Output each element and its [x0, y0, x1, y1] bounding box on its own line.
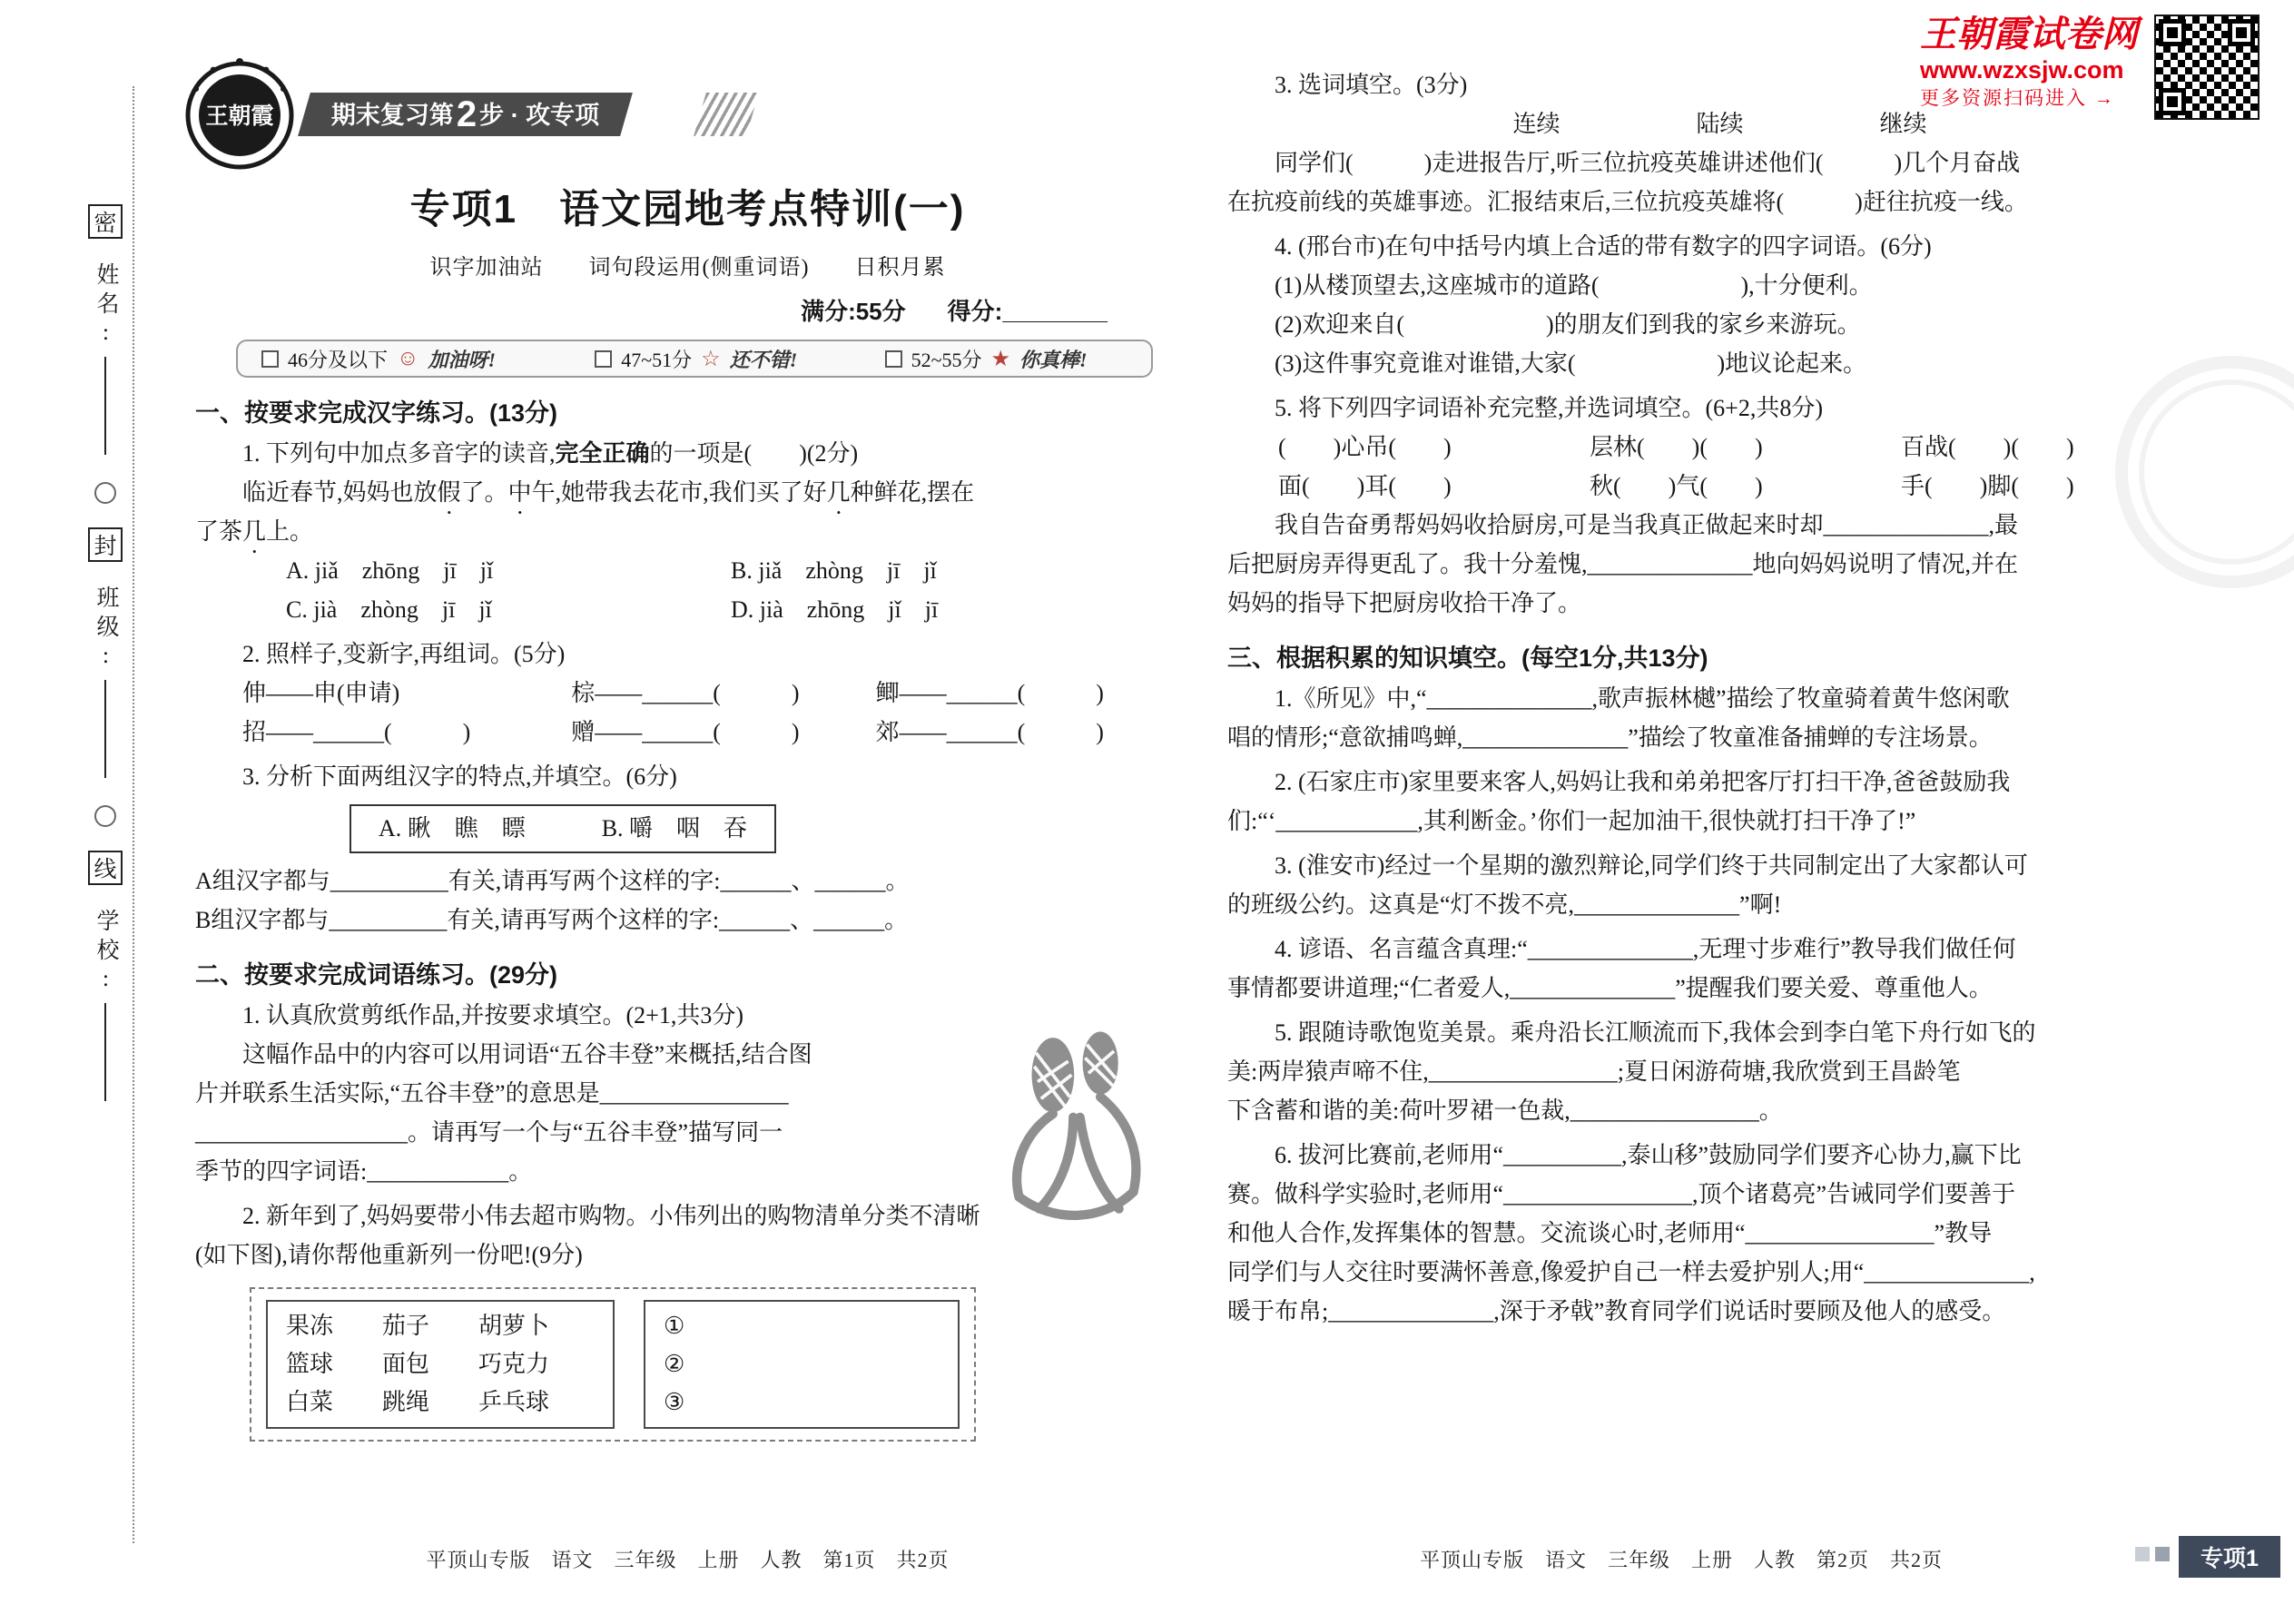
binding-strip: [78, 86, 134, 1543]
qr-finder-icon: [2159, 88, 2186, 115]
paper-header: [195, 73, 1180, 174]
class-writing-line: [104, 680, 106, 778]
q2-item: 郊——______( ): [875, 719, 1104, 745]
q4-item: (2)欢迎来自( )的朋友们到我的家乡来游玩。: [1275, 311, 1861, 338]
banner-step-number: 2: [456, 94, 478, 134]
corner-deco-square: [2135, 1547, 2150, 1561]
option-c: C. jià zhòng jī jǐ: [286, 596, 492, 623]
q4-item: (1)从楼顶望去,这座城市的道路( ),十分便利。: [1275, 272, 1873, 299]
papercut-line: 片并联系生活实际,“五谷丰登”的意思是________________: [195, 1080, 789, 1107]
band-remark: 还不错!: [729, 348, 798, 371]
accumulation-q6-line: 同学们与人交往时要满怀善意,像爱护自己一样去爱护别人;用“______________,: [1227, 1259, 2035, 1285]
brand-text: [1920, 15, 2138, 113]
shopping-list-box: [266, 1300, 615, 1429]
student-class-label: 班级:: [94, 586, 118, 674]
papercut-line: 季节的四字词语:____________。: [195, 1158, 533, 1185]
q3-group-b: B. 嚼 咽 吞: [601, 815, 748, 842]
q1-options-row-1: [195, 551, 1180, 590]
q1-stem-pre: 1. 下列句中加点多音字的读音,: [242, 440, 556, 467]
unit-banner: [298, 93, 633, 136]
q5-idiom-stem: 5. 将下列四字词语补充完整,并选词填空。(6+2,共8分): [1275, 395, 1823, 421]
seal-logo-text: 王朝霞: [205, 104, 274, 129]
shopping-answer-box: [644, 1300, 960, 1429]
score-checkbox: [595, 350, 612, 368]
q3-answer-line-a: A组汉字都与__________有关,请再写两个这样的字:______、______。: [195, 868, 910, 894]
q2-row-2: [195, 713, 1180, 752]
option-b: B. jiǎ zhòng jī jǐ: [731, 557, 937, 584]
student-school-field: [89, 909, 122, 1101]
q3-choice-stem: 3. 选词填空。(3分): [1275, 72, 1468, 98]
brand-site-name: 王朝霞试卷网: [1920, 15, 2138, 54]
accumulation-q5-line: 5. 跟随诗歌饱览美景。乘舟沿长江顺流而下,我体会到李白笔下舟行如飞的: [1275, 1019, 2036, 1046]
student-name-label: 姓名:: [94, 262, 118, 351]
word-bank-item: 陆续: [1696, 111, 1744, 137]
accumulation-q6-line: 暖于布帛;______________,深于矛戟”教育同学们说话时要顾及他人的感受。: [1227, 1298, 2006, 1324]
passage-text: 午,她带我去花市,我们买了好: [531, 479, 827, 506]
student-school-label: 学校:: [94, 909, 118, 998]
word-bank-item: 继续: [1879, 111, 1927, 137]
footer-page-1: 平顶山专版 语文 三年级 上册 人教 第1页 共2页: [426, 1549, 950, 1571]
shopping-item: 果冻: [286, 1313, 334, 1339]
q5-passage-line: 后把厨房弄得更乱了。我十分羞愧,______________地向妈妈说明了情况,并在: [1227, 551, 2019, 577]
band-range-label: 47~51分: [621, 348, 693, 371]
accumulation-q6-line: 赛。做科学实验时,老师用“________________,顶个诸葛亮”告诫同学们要善于: [1227, 1181, 2016, 1207]
answer-slot: ③: [664, 1389, 685, 1415]
dotted-char: 几: [826, 479, 851, 506]
q3-answer-line-b: B组汉字都与__________有关,请再写两个这样的字:______、______。: [195, 907, 909, 933]
band-range-label: 52~55分: [911, 348, 982, 371]
idiom-blank: 层林( )( ): [1590, 434, 1763, 460]
full-score-label: 满分:55分: [801, 298, 906, 325]
q2-row-1: [195, 674, 1180, 713]
accumulation-q3-line: 3. (淮安市)经过一个星期的激烈辩论,同学们终于共同制定出了大家都认可: [1275, 852, 2028, 879]
banner-post-text: 步 · 攻专项: [479, 102, 600, 129]
q2-stem: 2. 照样子,变新字,再组词。(5分): [242, 641, 566, 667]
papercut-question: [195, 1035, 1180, 1191]
name-writing-line: [104, 357, 106, 455]
qr-code-icon: [2154, 15, 2260, 120]
q5-idiom-row-2: [1227, 467, 2212, 506]
accumulation-q6-line: 6. 拔河比赛前,老师用“__________,泰山移”鼓励同学们要齐心协力,赢下比: [1275, 1142, 2022, 1168]
accumulation-q5-line: 美:两岸猿声啼不住,________________;夏日闲游荷塘,我欣赏到王昌龄笔: [1227, 1058, 1961, 1085]
q2-item: 鲫——______( ): [875, 680, 1104, 706]
passage-text: 临近春节,妈妈也放: [242, 479, 438, 506]
dotted-char: 假: [437, 479, 461, 506]
shopping-item: 白菜: [286, 1389, 334, 1415]
school-writing-line: [104, 1003, 106, 1101]
section-1-heading: 一、按要求完成汉字练习。(13分): [195, 399, 558, 427]
student-name-field: [89, 262, 122, 455]
shopping-row: [286, 1383, 595, 1422]
accumulation-q3-line: 的班级公约。这真是“灯不拨不亮,______________”啊!: [1227, 891, 1782, 918]
dotted-char: 几: [242, 518, 267, 545]
q3-character-box: [350, 804, 776, 853]
option-d: D. jià zhōng jǐ jī: [731, 596, 939, 623]
star-icon: ★: [990, 347, 1011, 371]
smiley-icon: ☺: [397, 346, 419, 370]
star-outline-icon: ☆: [701, 347, 721, 371]
qr-finder-icon: [2228, 19, 2255, 46]
q3-stem: 3. 分析下面两组汉字的特点,并填空。(6分): [242, 763, 677, 790]
q5-passage-line: 妈妈的指导下把厨房收拾干净了。: [1227, 590, 1582, 616]
brand-scan-hint: 更多资源扫码进入 →: [1920, 88, 2115, 109]
page-title: 专项1 语文园地考点特训(一): [409, 187, 966, 231]
idiom-blank: 百战( )( ): [1901, 434, 2074, 460]
shopping-item: 跳绳: [382, 1389, 430, 1415]
q2-item: 棕——______( ): [571, 680, 800, 706]
seal-char-box: [88, 851, 123, 885]
q4-number-idiom-stem: 4. (邢台市)在句中括号内填上合适的带有数字的四字词语。(6分): [1275, 233, 1932, 260]
passage-text: 了茶: [195, 518, 243, 545]
q4-item: (3)这件事究竟谁对谁错,大家( )地议论起来。: [1275, 350, 1867, 377]
seal-char-box: [88, 527, 123, 562]
page-subtitle: 识字加油站 词句段运用(侧重词语) 日积月累: [429, 256, 946, 280]
word-bank-item: 连续: [1512, 111, 1561, 137]
dotted-char: 中: [507, 479, 532, 506]
shopping-row: [286, 1345, 595, 1383]
seal-char: 密: [94, 212, 117, 236]
score-checkbox: [885, 350, 902, 368]
shopping-stem-line-2: (如下图),请你帮他重新列一份吧!(9分): [195, 1242, 583, 1268]
shopping-item: 篮球: [286, 1351, 334, 1377]
brand-site-url: www.wzxsjw.com: [1920, 56, 2124, 84]
q5-passage-line: 我自告奋勇帮妈妈收拾厨房,可是当我真正做起来时却______________,最: [1275, 512, 2019, 538]
shopping-item: 胡萝卜: [478, 1313, 550, 1339]
shopping-item: 巧克力: [478, 1351, 550, 1377]
answer-slot: ②: [664, 1351, 685, 1377]
score-band: [861, 345, 1151, 373]
score-band: [571, 345, 861, 373]
accumulation-q2-line: 2. (石家庄市)家里要来客人,妈妈让我和弟弟把客厅打扫干净,爸爸鼓励我: [1275, 769, 2011, 795]
student-class-field: [89, 586, 122, 778]
banner-stripes: [694, 93, 759, 136]
passage-text: 上。: [266, 518, 314, 545]
got-score-label: 得分:________: [947, 298, 1108, 325]
accumulation-q4-line: 事情都要讲道理;“仁者爱人,______________”提醒我们要关爱、尊重他人。: [1227, 975, 1993, 1001]
passage-text: 了。: [460, 479, 508, 506]
corner-deco-square: [2155, 1547, 2170, 1561]
accumulation-q2-line: 们:“‘____________,其利断金。’你们一起加油干,很快就打扫干净了!”: [1227, 808, 1916, 834]
papercut-line: 这幅作品中的内容可以用词语“五谷丰登”来概括,结合图: [242, 1041, 812, 1068]
unit-banner-text: [331, 93, 599, 137]
q2-item: 伸——申(申请): [242, 680, 400, 706]
shopping-item: 乒乓球: [478, 1389, 550, 1415]
q3-group-a: A. 瞅 瞧 瞟: [378, 815, 526, 842]
band-remark: 加油呀!: [428, 348, 497, 371]
brand-block: [1920, 15, 2260, 120]
q3-choice-line: 同学们( )走进报告厅,听三位抗疫英雄讲述他们( )几个月奋战: [1275, 150, 2021, 176]
shopping-item: 茄子: [382, 1313, 430, 1339]
accumulation-q1-line: 唱的情形;“意欲捕鸣蝉,______________”描绘了牧童准备捕蝉的专注场景。: [1227, 724, 1993, 751]
seal-char: 封: [94, 535, 117, 559]
idiom-blank: 手( )脚( ): [1901, 473, 2074, 499]
ornament-ring-icon: [94, 805, 116, 827]
accumulation-q1-line: 1.《所见》中,“______________,歌声振林樾”描绘了牧童骑着黄牛悠闲歌: [1275, 685, 2010, 712]
idiom-blank: ( )心吊( ): [1278, 434, 1452, 460]
answer-slot: ①: [664, 1313, 685, 1339]
footer-page-2: 平顶山专版 语文 三年级 上册 人教 第2页 共2页: [1419, 1549, 1943, 1571]
seal-char: 线: [94, 858, 117, 882]
q1-stem-post: 的一项是( )(2分): [649, 440, 859, 467]
option-a: A. jiǎ zhōng jī jǐ: [286, 557, 494, 584]
section-2-heading: 二、按要求完成词语练习。(29分): [195, 961, 558, 989]
qr-finder-icon: [2159, 19, 2186, 46]
shopping-row: [286, 1307, 595, 1345]
q2-item: 招——______( ): [242, 719, 471, 745]
q2-item: 赠——______( ): [571, 719, 800, 745]
papercut-line: __________________。请再写一个与“五谷丰登”描写同一: [195, 1119, 783, 1146]
section-3-heading: 三、根据积累的知识填空。(每空1分,共13分): [1227, 645, 1708, 672]
passage-text: 种鲜花,摆在: [850, 479, 975, 506]
banner-pre-text: 期末复习第: [330, 102, 454, 129]
accumulation-q5-line: 下含蓄和谐的美:荷叶罗裙一色裁,________________。: [1227, 1097, 1783, 1124]
q1-options-row-2: [195, 590, 1180, 629]
shopping-stem-line-1: 2. 新年到了,妈妈要带小伟去超市购物。小伟列出的购物清单分类不清晰: [242, 1203, 980, 1229]
papercut-stem: 1. 认真欣赏剪纸作品,并按要求填空。(2+1,共3分): [242, 1002, 743, 1029]
seal-char-box: [88, 204, 123, 239]
accumulation-q4-line: 4. 谚语、名言蕴含真理:“______________,无理寸步难行”教导我们做任何: [1275, 936, 2016, 962]
shopping-item: 面包: [382, 1351, 430, 1377]
shopping-figure: [250, 1287, 976, 1442]
q1-passage-line-1: [195, 473, 1180, 512]
papercut-corn-image: [989, 1026, 1164, 1229]
score-checkbox: [261, 350, 279, 368]
idiom-blank: 面( )耳( ): [1278, 473, 1452, 499]
corner-unit-tab: 专项1: [2179, 1536, 2280, 1578]
score-band-bar: [236, 340, 1153, 378]
q5-idiom-row-1: [1227, 428, 2212, 467]
q1-passage-line-2: [195, 512, 1180, 551]
score-band: [238, 345, 571, 373]
band-remark: 你真棒!: [1019, 348, 1088, 371]
ornament-ring-icon: [94, 482, 116, 504]
accumulation-q6-line: 和他人合作,发挥集体的智慧。交流谈心时,老师用“________________”教导: [1227, 1220, 1993, 1246]
q1-stem: [195, 434, 1180, 473]
score-line: [195, 293, 1180, 327]
band-range-label: 46分及以下: [288, 348, 389, 371]
q3-choice-line: 在抗疫前线的英雄事迹。汇报结束后,三位抗疫英雄将( )赶往抗疫一线。: [1227, 189, 2028, 215]
right-page-column: [1227, 65, 2212, 1331]
left-page-column: [195, 73, 1180, 1442]
brand-seal-logo: [182, 58, 297, 172]
q1-stem-bold: 完全正确: [555, 440, 650, 467]
idiom-blank: 秋( )气( ): [1590, 473, 1763, 499]
